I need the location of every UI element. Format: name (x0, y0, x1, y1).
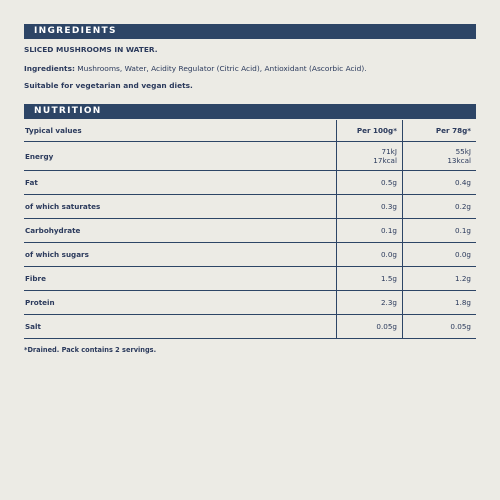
nutrition-header-row (24, 120, 476, 142)
row-label-carbohydrate: Carbohydrate (24, 219, 336, 243)
saturates-per-100g: 0.3g (336, 195, 402, 219)
table-row-carbohydrate (24, 219, 476, 243)
table-row-fibre (24, 267, 476, 291)
sugars-per-serving: 0.0g (402, 243, 476, 267)
sugars-per-100g: 0.0g (336, 243, 402, 267)
column-header-typical-values: Typical values (24, 120, 336, 142)
suitability-statement: Suitable for vegetarian and vegan diets. (24, 81, 193, 90)
nutrition-table (24, 120, 476, 339)
nutrition-footnote: *Drained. Pack contains 2 servings. (24, 346, 157, 354)
energy-per-serving (402, 142, 476, 171)
energy-per-100g (336, 142, 402, 171)
table-row-energy (24, 142, 476, 171)
row-label-fat: Fat (24, 171, 336, 195)
row-label-saturates: of which saturates (24, 195, 336, 219)
row-label-protein: Protein (24, 291, 336, 315)
table-row-salt (24, 315, 476, 339)
energy-per-100g-kj: 71kJ (381, 146, 397, 156)
product-name: SLICED MUSHROOMS IN WATER. (24, 45, 158, 54)
table-row-protein (24, 291, 476, 315)
fat-per-serving: 0.4g (402, 171, 476, 195)
table-row-fat (24, 171, 476, 195)
carbohydrate-per-serving: 0.1g (402, 219, 476, 243)
nutrition-heading: NUTRITION (24, 104, 476, 119)
energy-per-serving-kj: 55kJ (455, 146, 471, 156)
saturates-per-serving: 0.2g (402, 195, 476, 219)
energy-per-100g-kcal: 17kcal (373, 156, 397, 165)
protein-per-100g: 2.3g (336, 291, 402, 315)
salt-per-100g: 0.05g (336, 315, 402, 339)
ingredients-list (24, 64, 476, 74)
fibre-per-100g: 1.5g (336, 267, 402, 291)
row-label-salt: Salt (24, 315, 336, 339)
ingredients-label: Ingredients: (24, 64, 75, 73)
salt-per-serving: 0.05g (402, 315, 476, 339)
carbohydrate-per-100g: 0.1g (336, 219, 402, 243)
column-header-per-serving: Per 78g* (402, 120, 476, 142)
row-label-energy: Energy (24, 142, 336, 171)
ingredients-text: Mushrooms, Water, Acidity Regulator (Citric Acid), Antioxidant (Ascorbic Acid). (74, 64, 367, 73)
row-label-sugars: of which sugars (24, 243, 336, 267)
column-header-per-100g: Per 100g* (336, 120, 402, 142)
table-row-sugars (24, 243, 476, 267)
energy-per-serving-kcal: 13kcal (447, 156, 471, 165)
fat-per-100g: 0.5g (336, 171, 402, 195)
protein-per-serving: 1.8g (402, 291, 476, 315)
ingredients-heading: INGREDIENTS (24, 24, 476, 39)
row-label-fibre: Fibre (24, 267, 336, 291)
table-row-saturates (24, 195, 476, 219)
fibre-per-serving: 1.2g (402, 267, 476, 291)
